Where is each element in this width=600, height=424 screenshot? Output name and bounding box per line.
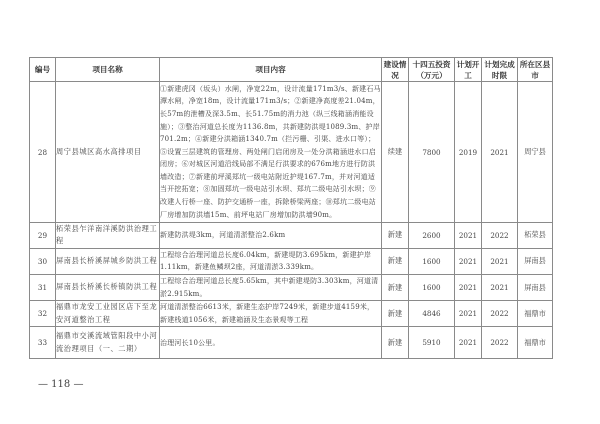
cell-start: 2021	[455, 275, 482, 301]
cell-invest: 1600	[409, 248, 455, 274]
cell-content: 工程综合治理河道总长度5.65km，其中新建堤防3.303km，河道清淤2.915km。	[160, 275, 382, 301]
header-finish: 计划完成时限	[482, 58, 518, 82]
cell-name: 福鼎市交溪流域管阳段中小河流治理项目（一、二期）	[56, 327, 160, 359]
header-content: 项目内容	[160, 58, 382, 82]
cell-start: 2021	[455, 223, 482, 249]
cell-no: 31	[30, 275, 56, 301]
cell-status: 新建	[382, 248, 409, 274]
cell-county: 福鼎市	[518, 327, 553, 359]
header-status: 建设情况	[382, 58, 409, 82]
cell-name: 福鼎市龙安工业园区店下至龙安河道整治工程	[56, 301, 160, 327]
header-name: 项目名称	[56, 58, 160, 82]
cell-status: 新建	[382, 275, 409, 301]
table-row	[30, 301, 553, 327]
cell-name: 周宁县城区高水高排项目	[56, 82, 160, 223]
cell-county: 周宁县	[518, 82, 553, 223]
cell-no: 30	[30, 248, 56, 274]
cell-invest: 1600	[409, 275, 455, 301]
cell-county: 屏南县	[518, 275, 553, 301]
cell-no: 29	[30, 223, 56, 249]
cell-name: 柘荣县乍洋南洋溪防洪治理工程	[56, 223, 160, 249]
cell-finish: 2022	[482, 301, 518, 327]
cell-start: 2021	[455, 327, 482, 359]
header-start: 计划开工	[455, 58, 482, 82]
cell-content: ①新建虎冈（坂头）水闸，净宽22m，设计流量171m3/s、新建石马潭水闸，净宽18m，设计流量171m3/s；②新建净高度差21.04m，长57m的泄槽及深3.5m、长51.75m的消力池（纵三线箱涵消能设施）；③整治河道总长度为1136.8m，共新建防洪堤1089.3m、护岸701.2m；④新建分洪箱涵1340.7m（拦污栅、引渠、进水口等）；⑤设置三层建筑的管理房、两处闸门启闭房及一处分洪箱涵进水口启闭房；⑥对城区河道沿线局部不满足行洪要求的676m地方进行防洪墙改造；⑦新建前坪溪郑坑一级电站附近护堤167.7m，并对河道适当开挖拓宽；⑧加固郑坑一级电站引水坝、郑坑二级电站引水坝；⑨改建人行桥一座、防护交通桥一座，拆除桥梁两座；⑩郑坑二级电站厂房增加防洪墙15m、前坪电站厂房增加防洪墙90m。	[160, 82, 382, 223]
cell-status: 新建	[382, 327, 409, 359]
header-invest: 十四五投资（万元）	[409, 58, 455, 82]
cell-content: 新建防洪堤3km，河道清淤整治2.6km	[160, 223, 382, 249]
cell-no: 33	[30, 327, 56, 359]
cell-status: 新建	[382, 301, 409, 327]
cell-invest: 2600	[409, 223, 455, 249]
page-number: — 118 —	[38, 379, 84, 390]
table-row	[30, 275, 553, 301]
header-county: 所在区县市	[518, 58, 553, 82]
cell-name: 屏南县长桥溪屏城乡防洪工程	[56, 248, 160, 274]
cell-finish: 2022	[482, 223, 518, 249]
table-row	[30, 248, 553, 274]
cell-status: 续建	[382, 82, 409, 223]
cell-county: 柘荣县	[518, 223, 553, 249]
table-row	[30, 327, 553, 359]
cell-invest: 5910	[409, 327, 455, 359]
cell-no: 28	[30, 82, 56, 223]
cell-no: 32	[30, 301, 56, 327]
cell-start: 2021	[455, 301, 482, 327]
cell-content: 治理河长10公里。	[160, 327, 382, 359]
header-no: 编号	[30, 58, 56, 82]
cell-content: 工程综合治理河道总长度6.04km，新建堤防3.695km，新建护岸1.11km，新建鱼鳞坝2座，河道清淤3.339km。	[160, 248, 382, 274]
cell-start: 2021	[455, 248, 482, 274]
cell-finish: 2021	[482, 82, 518, 223]
cell-status: 新建	[382, 223, 409, 249]
cell-content: 河道清淤整治6613米，新建生态护岸7249米，新建步道4159米，新建栈道1056米，新建箱涵及生态景观等工程	[160, 301, 382, 327]
cell-finish: 2021	[482, 275, 518, 301]
cell-start: 2019	[455, 82, 482, 223]
project-table	[29, 57, 553, 359]
table-row	[30, 223, 553, 249]
cell-finish: 2022	[482, 327, 518, 359]
cell-invest: 7800	[409, 82, 455, 223]
cell-county: 屏南县	[518, 248, 553, 274]
table-header-row	[30, 58, 553, 82]
cell-invest: 4846	[409, 301, 455, 327]
cell-finish: 2021	[482, 248, 518, 274]
cell-name: 屏南县长桥溪长桥镇防洪工程	[56, 275, 160, 301]
table-row	[30, 82, 553, 223]
cell-county: 福鼎市	[518, 301, 553, 327]
